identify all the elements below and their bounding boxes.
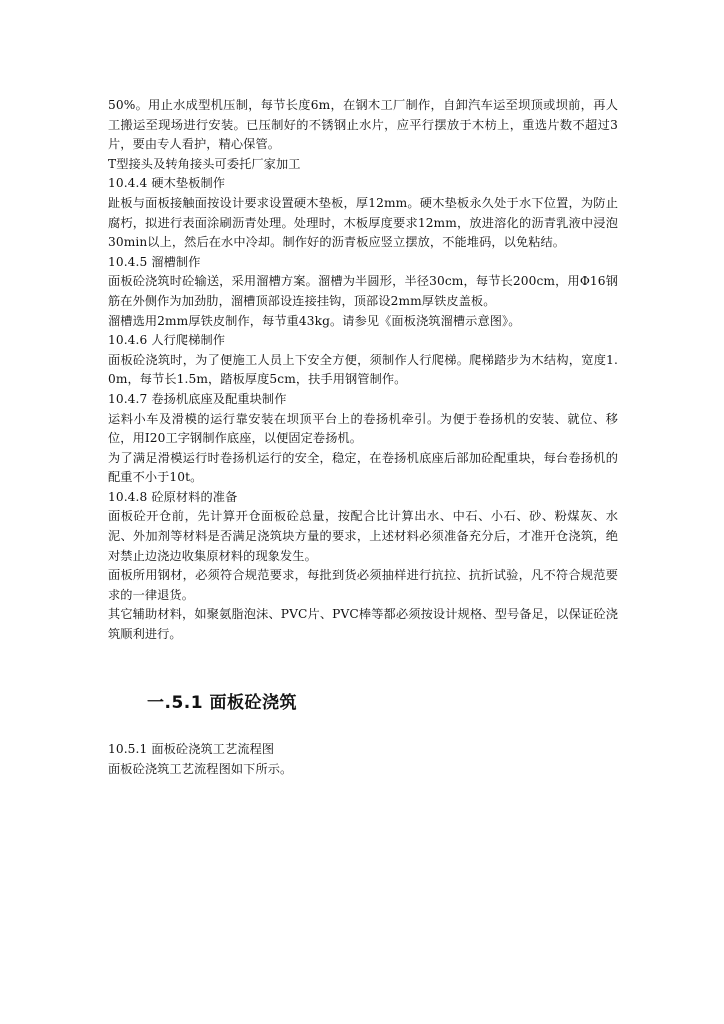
document-body bbox=[108, 96, 618, 645]
heading-10-5-1: 10.5.1 面板砼浇筑工艺流程图 bbox=[108, 742, 275, 756]
paragraph-counterweight: 为了满足滑模运行时卷扬机运行的安全，稳定，在卷扬机底座后部加砼配重块，每台卷扬机的配重不小于10t。 bbox=[108, 450, 618, 485]
paragraph-auxiliary-materials: 其它辅助材料，如聚氨脂泡沫、PVC片、PVC棒等都必须按设计规格、型号备足，以保证砼浇筑顺利进行。 bbox=[108, 607, 618, 642]
paragraph-chute-material: 溜槽选用2mm厚铁皮制作，每节重43kg。请参见《面板浇筑溜槽示意图》。 bbox=[108, 313, 521, 328]
heading-10-4-4: 10.4.4 硬木垫板制作 bbox=[108, 176, 226, 191]
paragraph-chute-design: 面板砼浇筑时砼输送，采用溜槽方案。溜槽为半圆形，半径30cm，每节长200cm，用Φ16钢筋在外侧作为加劲肋，溜槽顶部设连接挂钩，顶部设2mm厚铁皮盖板。 bbox=[108, 274, 618, 308]
paragraph-t-joint-note: T型接头及转角接头可委托厂家加工 bbox=[108, 156, 301, 171]
heading-10-4-8: 10.4.8 砼原材料的准备 bbox=[108, 489, 238, 504]
paragraph-hardwood-pad: 趾板与面板接触面按设计要求设置硬木垫板，厚12mm。硬木垫板永久处于水下位置，为防止腐朽，拟进行表面涂刷沥青处理。处理时，木板厚度要求12mm，放进溶化的沥青乳液中浸泡30min以上，然后在水中冷却。制作好的沥青板应竖立摆放，不能堆码，以免粘结。 bbox=[108, 195, 618, 250]
paragraph-flowchart-intro: 面板砼浇筑工艺流程图如下所示。 bbox=[108, 761, 293, 776]
heading-10-4-6: 10.4.6 人行爬梯制作 bbox=[108, 333, 226, 348]
paragraph-waterstop-fabrication: 50%。用止水成型机压制，每节长度6m，在钢木工厂制作，自卸汽车运至坝顶或坝前，再人工搬运至现场进行安装。已压制好的不锈钢止水片，应平行摆放于木枋上，重选片数不超过3片，要由专人看护，精心保管。 bbox=[108, 98, 618, 152]
heading-10-4-5: 10.4.5 溜槽制作 bbox=[108, 254, 201, 269]
paragraph-material-quantity: 面板砼开仓前，先计算开仓面板砼总量，按配合比计算出水、中石、小石、砂、粉煤灰、水泥、外加剂等材料是否满足浇筑块方量的要求，上述材料必须准备充分后，才准开仓浇筑，绝对禁止边浇边收集原材料的现象发生。 bbox=[108, 509, 618, 563]
paragraph-steel-requirements: 面板所用钢材，必须符合规范要求，每批到货必须抽样进行抗拉、抗折试验，凡不符合规范要求的一律退货。 bbox=[108, 568, 618, 602]
paragraph-ladder: 面板砼浇筑时，为了便施工人员上下安全方便，须制作人行爬梯。爬梯踏步为木结构，宽度1.0m，每节长1.5m，踏板厚度5cm，扶手用钢管制作。 bbox=[108, 352, 618, 387]
paragraph-winch-base: 运料小车及滑模的运行靠安装在坝顶平台上的卷扬机牵引。为便于卷扬机的安装、就位、移位，用Ⅰ20工字钢制作底座，以便固定卷扬机。 bbox=[108, 411, 618, 446]
document-tail bbox=[108, 740, 618, 779]
heading-10-4-7: 10.4.7 卷扬机底座及配重块制作 bbox=[108, 391, 287, 406]
section-title: 一.5.1 面板砼浇筑 bbox=[147, 693, 297, 713]
